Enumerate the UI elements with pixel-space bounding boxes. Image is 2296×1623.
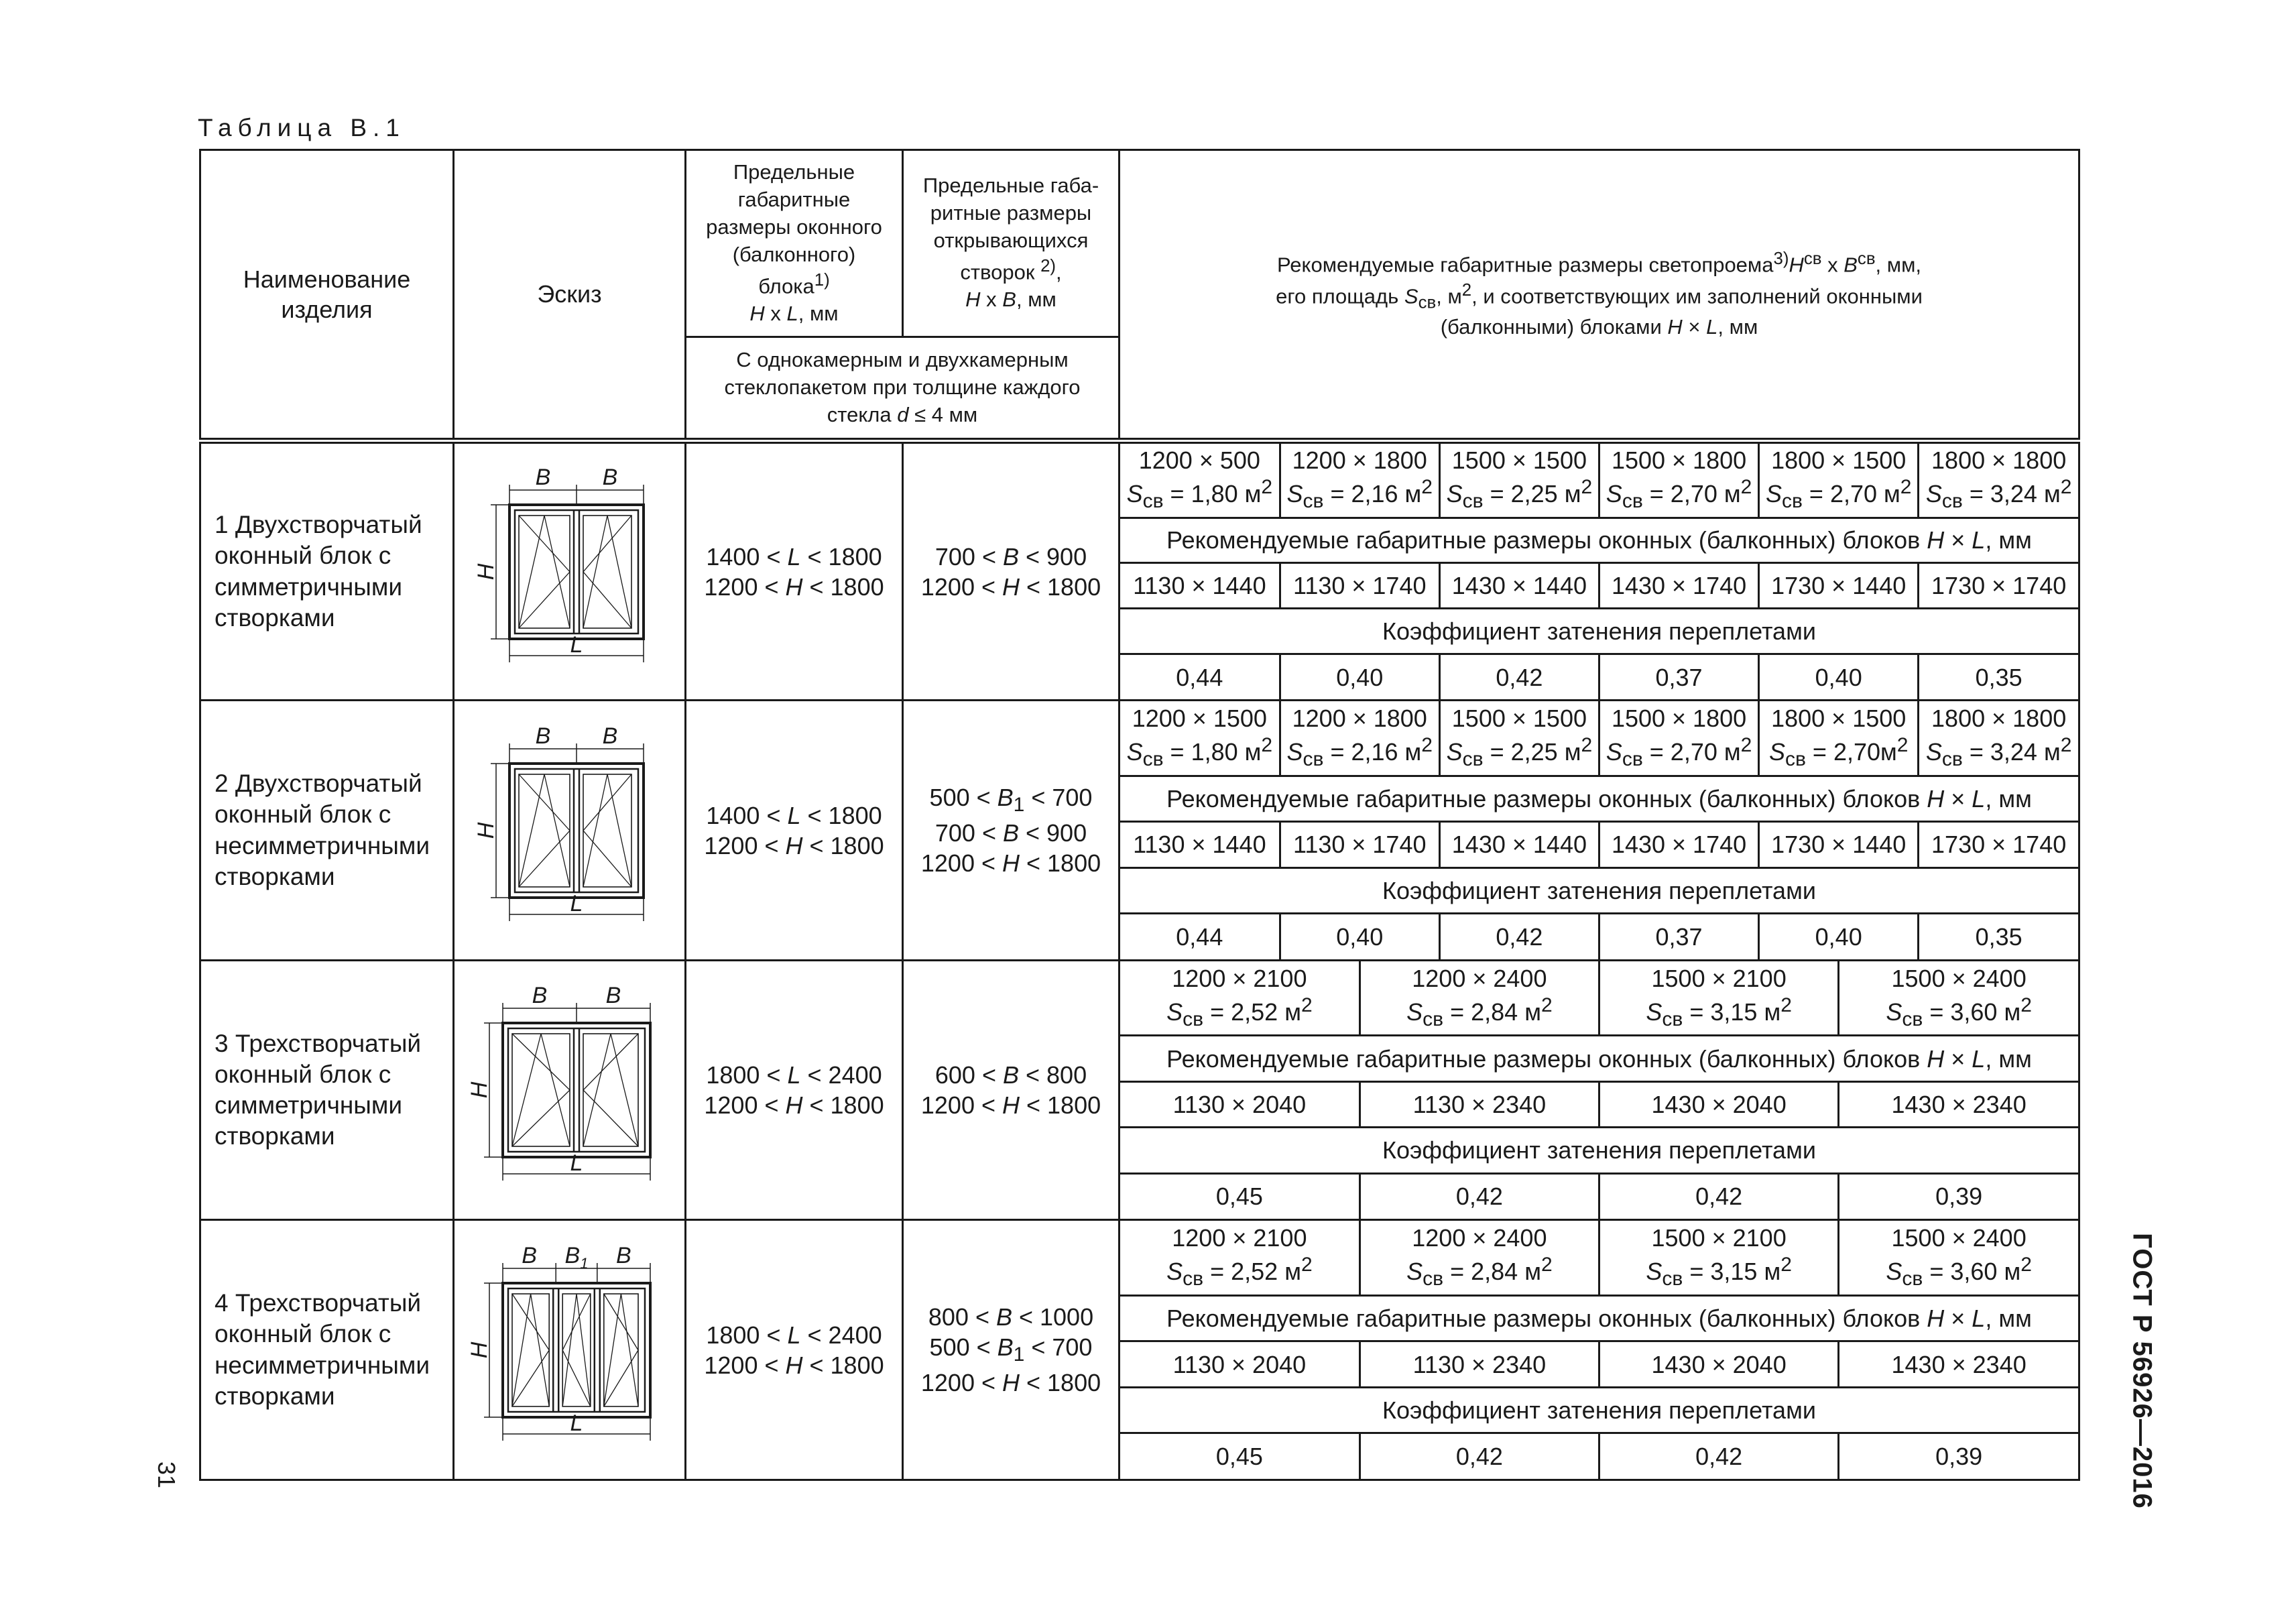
block-size-cell: 1730 × 1740: [1919, 822, 2078, 867]
recommended-blocks-label: Рекомендуемые габаритные размеры оконных (балконных) блоков H × L, мм: [1120, 776, 2078, 821]
shading-label: Коэффициент затенения переплетами: [1120, 609, 2078, 654]
opening-size-cell: 1200 × 1500 $S_{св} = 1,80$ $м^2$: [1120, 701, 1280, 776]
product-name: 3 Трехстворчатый оконный блок с симметричными створками: [200, 960, 454, 1220]
shading-label: Коэффициент затенения переплетами: [1120, 1387, 2078, 1433]
block-size-cell: 1430 × 2040: [1599, 1341, 1839, 1387]
block-size-cell: 1430 × 1740: [1599, 822, 1758, 867]
recommended-blocks-label: Рекомендуемые габаритные размеры оконных (балконных) блоков H × L, мм: [1120, 1296, 2078, 1341]
opening-size-cell: 1500 × 2100 $S_{св} = 3,15$ $м^2$: [1599, 961, 1839, 1036]
header-glazing-note: С однокамерным и двухкамерным стеклопакетом при толщине каждого стекла d ≤ 4 мм: [686, 337, 1120, 440]
shading-value-cell: 0,40: [1280, 914, 1439, 959]
svg-text:L: L: [570, 1150, 583, 1177]
opening-size-cell: 1200 × 2400 $S_{св} = 2,84$ $м^2$: [1360, 961, 1599, 1036]
opening-size-cell: 1200 × 2100 $S_{св} = 2,52$ $м^2$: [1120, 961, 1360, 1036]
recommended-sizes: [1120, 960, 2079, 1220]
sash-limits: 800 < B < 1000 $500 < B_1 < 700$ 1200 < H < 1800: [903, 1220, 1120, 1480]
product-row: [200, 1220, 2079, 1480]
recommended-sizes: [1120, 440, 2079, 701]
opening-size-cell: 1800 × 1500 $S_{св} = 2,70$ $м^2$: [1759, 444, 1919, 518]
block-size-cell: 1430 × 2040: [1599, 1081, 1839, 1127]
sash-limits: $500 < B_1 < 700$ 700 < B < 900 1200 < H < 1800: [903, 701, 1120, 961]
block-size-cell: 1730 × 1440: [1759, 563, 1919, 609]
shading-value-cell: 0,40: [1759, 914, 1919, 959]
shading-value-cell: 0,37: [1599, 654, 1758, 699]
opening-size-cell: 1200 × 500 $S_{св} = 1,80$ $м^2$: [1120, 444, 1280, 518]
opening-size-cell: 1800 × 1500 $S_{св} = 2,70м^2$: [1759, 701, 1919, 776]
svg-text:L: L: [570, 1410, 583, 1436]
shading-value-cell: 0,35: [1919, 654, 2078, 699]
block-size-cell: 1130 × 2040: [1120, 1341, 1360, 1387]
svg-text:B: B: [535, 464, 550, 490]
header-sash-limits: Предельные габа- ритные размеры открывающихся створок $^{2)}$, H x B, мм: [903, 150, 1120, 337]
table-caption: Таблица В.1: [198, 114, 406, 141]
product-sketch: [454, 440, 686, 701]
shading-value-cell: 0,45: [1120, 1173, 1360, 1219]
shading-value-cell: 0,42: [1360, 1173, 1599, 1219]
svg-text:B1: $B_1$: [564, 1242, 588, 1272]
product-row: [200, 960, 2079, 1220]
block-size-cell: 1730 × 1440: [1759, 822, 1919, 867]
window-sketch-icon: [473, 723, 657, 931]
window-sketch-icon: [466, 983, 664, 1191]
opening-size-cell: 1500 × 2400 $S_{св} = 3,60$ $м^2$: [1839, 961, 2078, 1036]
shading-value-cell: 0,42: [1599, 1433, 1839, 1479]
shading-value-cell: 0,44: [1120, 654, 1280, 699]
shading-value-cell: 0,39: [1839, 1173, 2078, 1219]
shading-value-cell: 0,45: [1120, 1433, 1360, 1479]
product-sketch: [454, 960, 686, 1220]
svg-text:B: B: [535, 723, 550, 749]
shading-value-cell: 0,42: [1599, 1173, 1839, 1219]
block-size-cell: 1130 × 1740: [1280, 822, 1439, 867]
recommended-sizes: [1120, 1220, 2079, 1480]
opening-size-cell: 1200 × 2100 $S_{св} = 2,52$ $м^2$: [1120, 1221, 1360, 1295]
shading-label: Коэффициент затенения переплетами: [1120, 1128, 2078, 1173]
opening-size-cell: 1500 × 1800 $S_{св} = 2,70$ $м^2$: [1599, 701, 1758, 776]
window-sketch-icon: [466, 1242, 664, 1451]
shading-value-cell: 0,37: [1599, 914, 1758, 959]
svg-text:B: B: [602, 723, 617, 749]
shading-value-cell: 0,42: [1439, 654, 1599, 699]
svg-text:L: L: [570, 632, 583, 658]
opening-size-cell: 1500 × 1800 $S_{св} = 2,70$ $м^2$: [1599, 444, 1758, 518]
product-row: [200, 701, 2079, 961]
opening-size-cell: 1500 × 2100 $S_{св} = 3,15$ $м^2$: [1599, 1221, 1839, 1295]
svg-text:B: B: [602, 464, 617, 490]
header-product-name: Наименование изделия: [200, 150, 454, 441]
block-limits: 1400 < L < 1800 1200 < H < 1800: [686, 440, 903, 701]
svg-text:B: B: [532, 983, 547, 1009]
shading-value-cell: 0,42: [1360, 1433, 1599, 1479]
product-name: 2 Двухстворчатый оконный блок с несимметричными створками: [200, 701, 454, 961]
block-limits: 1800 < L < 2400 1200 < H < 1800: [686, 1220, 903, 1480]
opening-size-cell: 1800 × 1800 $S_{св} = 3,24$ $м^2$: [1919, 444, 2078, 518]
product-sketch: [454, 1220, 686, 1480]
document-standard-title: ГОСТ Р 56926—2016: [2127, 1233, 2157, 1509]
svg-text:B: B: [605, 983, 621, 1009]
sash-limits: 600 < B < 800 1200 < H < 1800: [903, 960, 1120, 1220]
opening-size-cell: 1500 × 1500 $S_{св} = 2,25$ $м^2$: [1439, 701, 1599, 776]
product-name: 1 Двухстворчатый оконный блок с симметричными створками: [200, 440, 454, 701]
recommended-sizes: [1120, 701, 2079, 961]
svg-text:L: L: [570, 890, 583, 916]
block-size-cell: 1130 × 1740: [1280, 563, 1439, 609]
shading-value-cell: 0,40: [1280, 654, 1439, 699]
svg-text:B: B: [615, 1242, 631, 1268]
block-limits: 1800 < L < 2400 1200 < H < 1800: [686, 960, 903, 1220]
opening-size-cell: 1200 × 1800 $S_{св} = 2,16$ $м^2$: [1280, 444, 1439, 518]
window-sketch-icon: [473, 464, 657, 672]
block-size-cell: 1430 × 1440: [1439, 563, 1599, 609]
header-recommended-sizes: Рекомендуемые габаритные размеры $светопроема^{3)}H^{св}$ x $B^{св}$, мм, его площадь $S_{св}$, $м^2$, и соответствующих им заполнений оконными (балконными) блоками H × L, мм: [1120, 150, 2079, 441]
product-name: 4 Трехстворчатый оконный блок с несимметричными створками: [200, 1220, 454, 1480]
shading-label: Коэффициент затенения переплетами: [1120, 867, 2078, 913]
shading-value-cell: 0,40: [1759, 654, 1919, 699]
block-size-cell: 1430 × 2340: [1839, 1081, 2078, 1127]
shading-value-cell: 0,35: [1919, 914, 2078, 959]
header-block-limits: Предельные габаритные размеры оконного (балконного) блока$^{1)}$ H x L, мм: [686, 150, 903, 337]
block-size-cell: 1730 × 1740: [1919, 563, 2078, 609]
svg-text:H: H: [466, 1341, 492, 1358]
recommended-blocks-label: Рекомендуемые габаритные размеры оконных (балконных) блоков H × L, мм: [1120, 1036, 2078, 1081]
opening-size-cell: 1200 × 1800 $S_{св} = 2,16$ $м^2$: [1280, 701, 1439, 776]
block-limits: 1400 < L < 1800 1200 < H < 1800: [686, 701, 903, 961]
page-number: 31: [153, 1461, 180, 1489]
shading-value-cell: 0,44: [1120, 914, 1280, 959]
svg-text:H: H: [473, 822, 499, 839]
opening-size-cell: 1200 × 2400 $S_{св} = 2,84$ $м^2$: [1360, 1221, 1599, 1295]
block-size-cell: 1130 × 1440: [1120, 822, 1280, 867]
opening-size-cell: 1800 × 1800 $S_{св} = 3,24$ $м^2$: [1919, 701, 2078, 776]
product-row: [200, 440, 2079, 701]
sash-limits: 700 < B < 900 1200 < H < 1800: [903, 440, 1120, 701]
block-size-cell: 1430 × 1440: [1439, 822, 1599, 867]
header-sketch: Эскиз: [454, 150, 686, 441]
svg-text:H: H: [473, 563, 499, 580]
product-sketch: [454, 701, 686, 961]
opening-size-cell: 1500 × 2400 $S_{св} = 3,60$ $м^2$: [1839, 1221, 2078, 1295]
block-size-cell: 1130 × 2040: [1120, 1081, 1360, 1127]
block-size-cell: 1430 × 2340: [1839, 1341, 2078, 1387]
opening-size-cell: 1500 × 1500 $S_{св} = 2,25$ $м^2$: [1439, 444, 1599, 518]
block-size-cell: 1130 × 2340: [1360, 1341, 1599, 1387]
shading-value-cell: 0,42: [1439, 914, 1599, 959]
block-size-cell: 1430 × 1740: [1599, 563, 1758, 609]
shading-value-cell: 0,39: [1839, 1433, 2078, 1479]
block-size-cell: 1130 × 2340: [1360, 1081, 1599, 1127]
svg-text:B: B: [521, 1242, 537, 1268]
window-sizes-table: [199, 149, 2080, 1481]
block-size-cell: 1130 × 1440: [1120, 563, 1280, 609]
recommended-blocks-label: Рекомендуемые габаритные размеры оконных (балконных) блоков H × L, мм: [1120, 518, 2078, 563]
svg-text:H: H: [466, 1081, 492, 1099]
